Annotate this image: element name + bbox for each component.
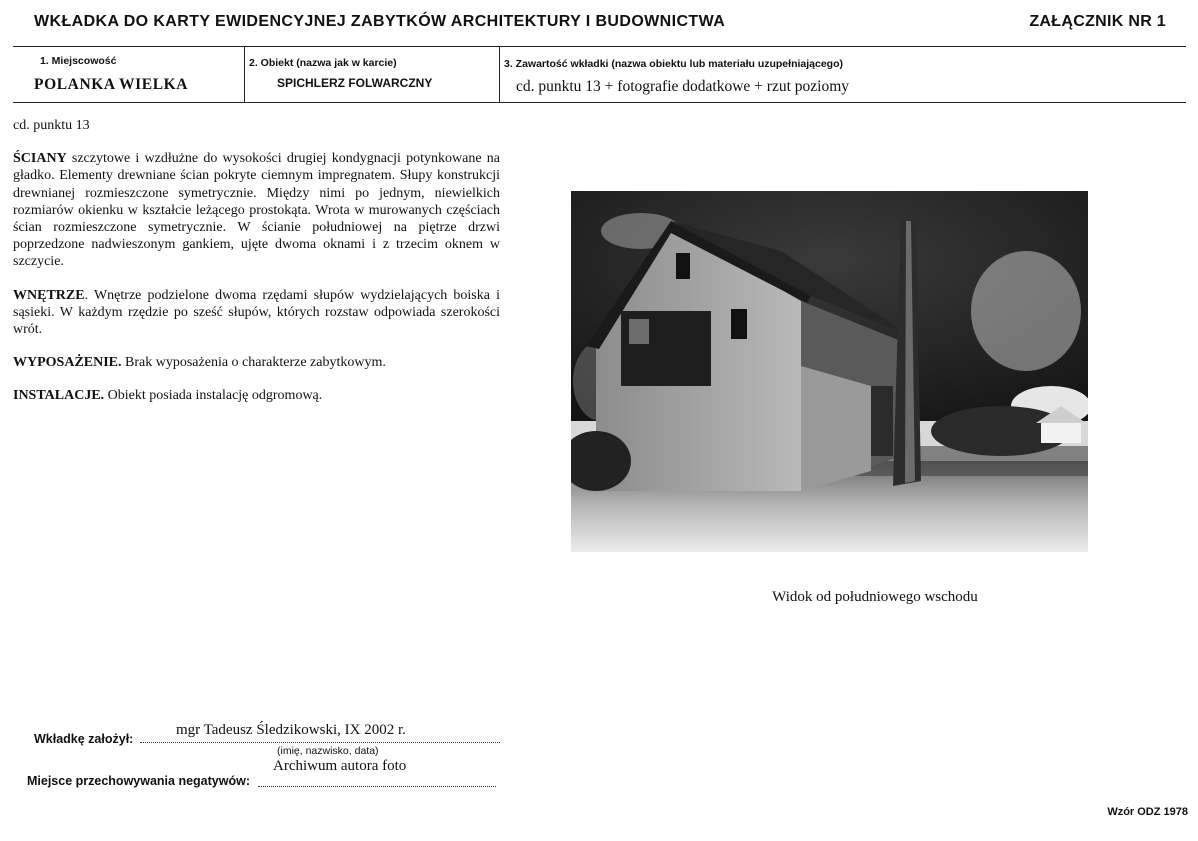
- photo-caption: Widok od południowego wschodu: [772, 589, 978, 605]
- contents-value: cd. punktu 13 + fotografie dodatkowe + rzut poziomy: [516, 78, 850, 95]
- object-label: 2. Obiekt (nazwa jak w karcie): [249, 57, 397, 69]
- storage-value: Archiwum autora foto: [273, 758, 407, 774]
- attachment-number: ZAŁĄCZNIK NR 1: [1029, 13, 1166, 30]
- storage-label: Miejsce przechowywania negatywów:: [27, 774, 250, 788]
- author-hint: (imię, nazwisko, data): [277, 745, 379, 757]
- author-dotted-line: [140, 742, 500, 743]
- granary-photograph: [571, 191, 1088, 552]
- table-bottom-border: [13, 102, 1186, 103]
- section-installations: [13, 387, 500, 404]
- object-value: SPICHLERZ FOLWARCZNY: [277, 76, 433, 90]
- intro-line: cd. punktu 13: [13, 118, 90, 133]
- section-walls: [13, 150, 500, 270]
- section-heading: WYPOSAŻENIE.: [13, 355, 122, 371]
- section-text: szczytowe i wzdłużne do wysokości drugiej kondygnacji potynkowane na gładko. Elementy drewniane ścian pokryte ciemnym impregnatem. Słupy konstrukcji drewnianej rozmieszczone symetrycznie. Między nimi po jednym, niewielkich rozmiarów okienku w kształcie leżącego prostokąta. Wrota w murowanych częściach ścian rozmieszczone symetrycznie. W ścianie południowej na piętrze drzwi poprzedzone nadwieszonym gankiem, ujęte dwoma oknami i z trzecim oknem w szczycie.: [13, 151, 500, 270]
- table-divider-2: [499, 47, 500, 103]
- section-heading: WNĘTRZE: [13, 287, 85, 303]
- template-id: Wzór ODZ 1978: [1107, 806, 1188, 818]
- author-value: mgr Tadeusz Śledzikowski, IX 2002 r.: [176, 722, 406, 738]
- locality-value: POLANKA WIELKA: [34, 76, 189, 93]
- section-text: Obiekt posiada instalację odgromową.: [104, 388, 323, 404]
- storage-dotted-line: [258, 786, 496, 787]
- contents-label: 3. Zawartość wkładki (nazwa obiektu lub materiału uzupełniającego): [504, 58, 843, 70]
- section-text: . Wnętrze podzielone dwoma rzędami słupów wydzielających boiska i sąsieki. W każdym rzędzie po sześć słupów, których rozstaw odpowiada szerokości wrót.: [13, 287, 500, 338]
- section-heading: ŚCIANY: [13, 151, 67, 167]
- section-interior: [13, 287, 500, 339]
- section-text: Brak wyposażenia o charakterze zabytkowym.: [121, 355, 386, 371]
- table-divider-1: [244, 47, 245, 103]
- section-heading: INSTALACJE.: [13, 388, 105, 404]
- form-title: WKŁADKA DO KARTY EWIDENCYJNEJ ZABYTKÓW ARCHITEKTURY I BUDOWNICTWA: [34, 13, 726, 30]
- locality-label: 1. Miejscowość: [40, 55, 117, 67]
- author-label: Wkładkę założył:: [34, 732, 134, 746]
- table-top-border: [13, 46, 1186, 47]
- section-equipment: [13, 354, 500, 371]
- description-text: [13, 117, 500, 421]
